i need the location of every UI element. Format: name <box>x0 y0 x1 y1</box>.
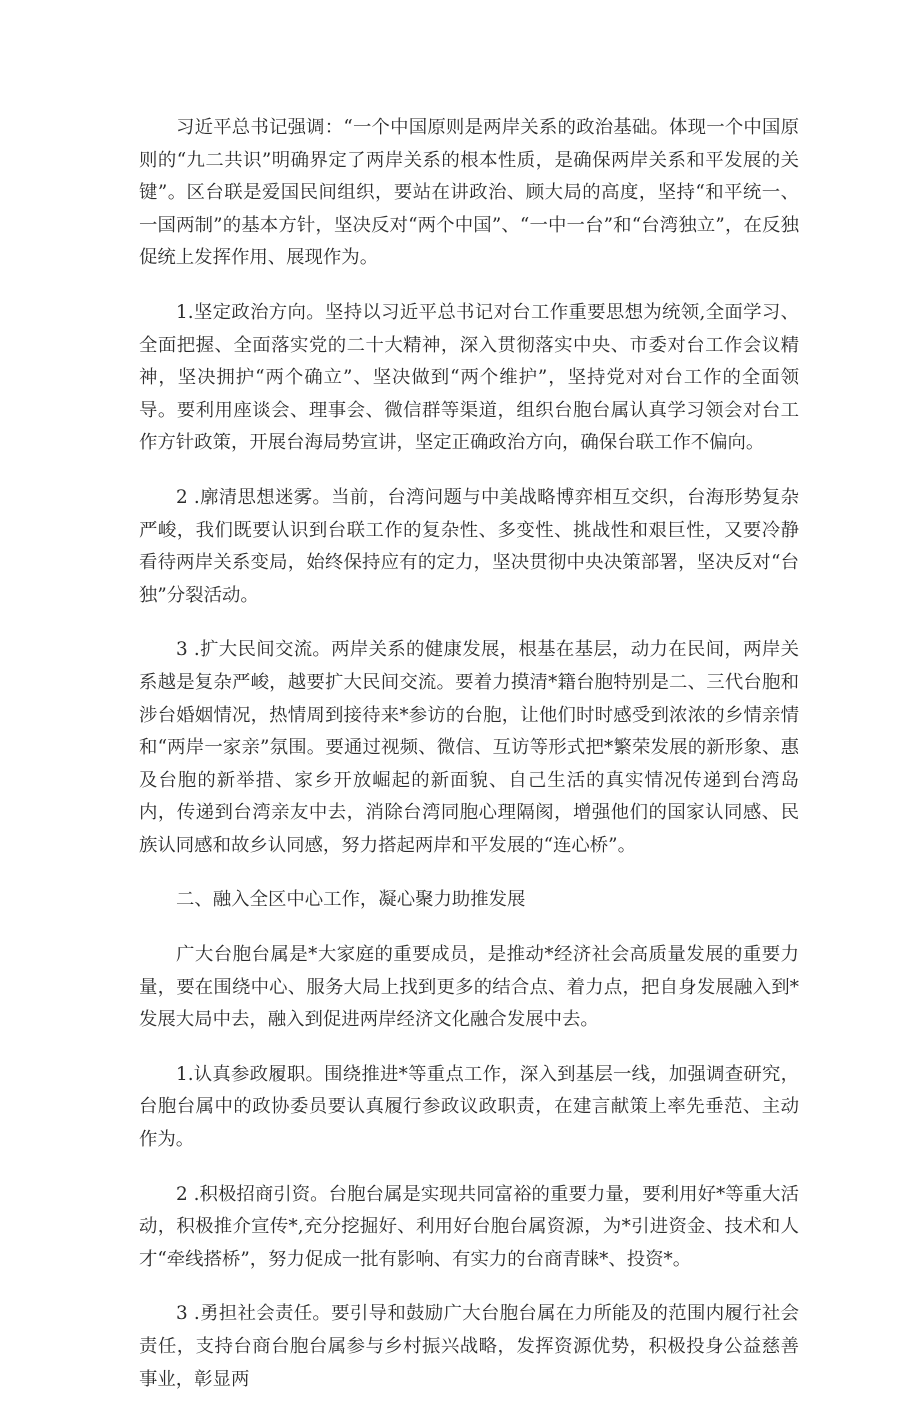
paragraph-social-responsibility: 3 .勇担社会责任。要引导和鼓励广大台胞台属在力所能及的范围内履行社会责任，支持台商台胞台属参与乡村振兴战略，发挥资源优势，积极投身公益慈善事业，彰显两 <box>139 1303 799 1390</box>
paragraph-participate-politics: 1.认真参政履职。围绕推进*等重点工作，深入到基层一线，加强调查研究，台胞台属中的政协委员要认真履行参政议政职责，在建言献策上率先垂范、主动作为。 <box>139 1063 799 1151</box>
paragraph-clarify-thinking: 2 .廓清思想迷雾。当前，台湾问题与中美战略博弈相互交织，台海形势复杂严峻，我们既要认识到台联工作的复杂性、多变性、挑战性和艰巨性，又要冷静看待两岸关系变局，始终保持应有的定力，坚决贯彻中央决策部署，坚决反对“台独”分裂活动。 <box>139 486 799 606</box>
document-body <box>139 112 799 1418</box>
paragraph-intro: 习近平总书记强调：“一个中国原则是两岸关系的政治基础。体现一个中国原则的“九二共识”明确界定了两岸关系的根本性质，是确保两岸关系和平发展的关键”。区台联是爱国民间组织，要站在讲政治、顾大局的高度，坚持“和平统一、一国两制”的基本方针，坚决反对“两个中国”、“一中一台”和“台湾独立”，在反独促统上发挥作用、展现作为。 <box>139 117 799 269</box>
paragraph-section-2-intro: 广大台胞台属是*大家庭的重要成员，是推动*经济社会高质量发展的重要力量，要在围绕中心、服务大局上找到更多的结合点、着力点，把自身发展融入到*发展大局中去，融入到促进两岸经济文化融合发展中去。 <box>139 944 799 1031</box>
paragraph-civil-exchange: 3 .扩大民间交流。两岸关系的健康发展，根基在基层，动力在民间，两岸关系越是复杂严峻，越要扩大民间交流。要着力摸清*籍台胞特别是二、三代台胞和涉台婚姻情况，热情周到接待来*参访的台胞，让他们时时感受到浓浓的乡情亲情和“两岸一家亲”氛围。要通过视频、微信、互访等形式把*繁荣发展的新形象、惠及台胞的新举措、家乡开放崛起的新面貌、自己生活的真实情况传递到台湾岛内，传递到台湾亲友中去，消除台湾同胞心理隔阂，增强他们的国家认同感、民族认同感和故乡认同感，努力搭起两岸和平发展的“连心桥”。 <box>139 639 799 856</box>
paragraph-political-direction: 1.坚定政治方向。坚持以习近平总书记对台工作重要思想为统领,全面学习、全面把握、全面落实党的二十大精神，深入贯彻落实中央、市委对台工作会议精神，坚决拥护“两个确立”、坚决做到“两个维护”，坚持党对对台工作的全面领导。要利用座谈会、理事会、微信群等渠道，组织台胞台属认真学习领会对台工作方针政策，开展台海局势宣讲，坚定正确政治方向，确保台联工作不偏向。 <box>139 301 799 454</box>
paragraph-investment: 2 .积极招商引资。台胞台属是实现共同富裕的重要力量，要利用好*等重大活动，积极推介宣传*,充分挖掘好、利用好台胞台属资源，为*引进资金、技术和人才“牵线搭桥”，努力促成一批有影响、有实力的台商青睐*、投资*。 <box>139 1183 799 1270</box>
section-heading-2: 二、融入全区中心工作，凝心聚力助推发展 <box>176 889 526 911</box>
